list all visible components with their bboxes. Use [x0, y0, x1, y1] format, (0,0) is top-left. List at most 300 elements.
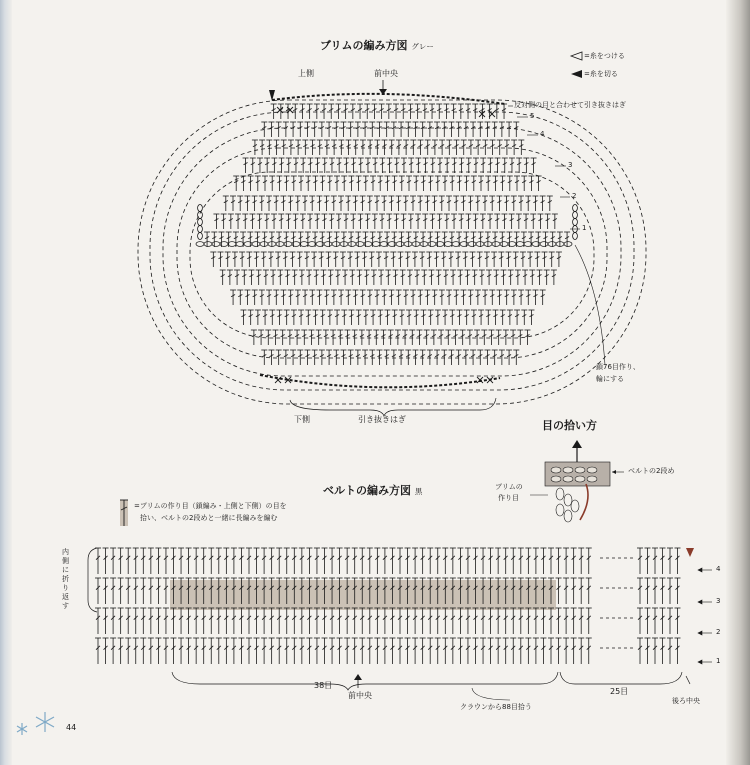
brim-stitch [244, 290, 250, 305]
brim-stitch [371, 104, 377, 119]
belt-stitch [186, 548, 192, 574]
brim-stitch [406, 176, 412, 191]
brim-stitch [299, 104, 305, 119]
brim-stitch [330, 330, 336, 345]
brim-stitch [312, 232, 318, 247]
brim-stitch [292, 104, 298, 119]
brim-stitch [506, 232, 512, 247]
belt-stitch [660, 608, 666, 634]
brim-stitch [536, 270, 542, 285]
brim-stitch [307, 158, 313, 173]
brim-stitch [403, 196, 409, 211]
belt-stitch [216, 638, 222, 664]
brim-stitch [235, 214, 241, 229]
brim-stitch [420, 310, 426, 325]
belt-note-line1: =ブリムの作り目（鎖編み・上側と下側）の目を [134, 502, 287, 510]
brim-stitch [545, 214, 551, 229]
brim-stitch [240, 176, 246, 191]
brim-stitch [266, 290, 272, 305]
belt-stitch [208, 548, 214, 574]
brim-stitch [324, 196, 330, 211]
brim-stitch [465, 104, 471, 119]
belt-stitch [103, 578, 109, 604]
brim-stitch [269, 310, 275, 325]
brim-stitch [362, 122, 368, 137]
brim-stitch [327, 176, 333, 191]
brim-stitch [466, 158, 472, 173]
brim-stitch [422, 214, 428, 229]
brim-stitch [425, 140, 431, 155]
belt-stitch [563, 578, 569, 604]
brim-stitch [333, 122, 339, 137]
brim-stitch [394, 158, 400, 173]
brim-stitch [230, 196, 236, 211]
brim-stitch [504, 140, 510, 155]
brim-stitch [365, 158, 371, 173]
brim-stitch [534, 252, 540, 267]
brim-stitch [473, 158, 479, 173]
belt-stitch [344, 638, 350, 664]
belt-stitch [488, 638, 494, 664]
brim-stitch [302, 290, 308, 305]
chain-stitch [548, 242, 556, 247]
brim-stitch [271, 214, 277, 229]
belt-stitch [178, 548, 184, 574]
brim-stitch [446, 290, 452, 305]
brim-stitch [408, 214, 414, 229]
brim-stitch [420, 176, 426, 191]
brim-stitch [455, 252, 461, 267]
brim-stitch [511, 290, 517, 305]
brim-bottom-side-label: 下側 [294, 415, 310, 424]
belt-stitch [480, 638, 486, 664]
belt-stitch [254, 638, 260, 664]
brim-stitch [516, 214, 522, 229]
brim-stitch [399, 310, 405, 325]
brim-stitch [442, 232, 448, 247]
brim-stitch [298, 310, 304, 325]
brim-stitch [239, 252, 245, 267]
brim-stitch [331, 196, 337, 211]
brim-stitch [395, 330, 401, 345]
brim-stitch [310, 140, 316, 155]
belt-color: 黒 [414, 487, 423, 496]
brim-stitch [506, 350, 512, 365]
brim-stitch [311, 252, 317, 267]
brim-stitch [475, 196, 481, 211]
belt-stitch [306, 548, 312, 574]
belt-stitch [571, 548, 577, 574]
brim-stitch [273, 290, 279, 305]
belt-stitch [652, 578, 658, 604]
pickup-illustration [530, 440, 624, 522]
yarn-strand [580, 484, 588, 520]
brim-stitch [298, 176, 304, 191]
brim-stitch [271, 158, 277, 173]
brim-stitch [314, 104, 320, 119]
brim-stitch [279, 158, 285, 173]
brim-stitch [450, 270, 456, 285]
brim-stitch [291, 176, 297, 191]
belt-fold-label: 内側に折り返す [62, 548, 69, 610]
brim-stitch [304, 350, 310, 365]
brim-stitch [522, 270, 528, 285]
brim-stitch [281, 140, 287, 155]
brim-stitch [507, 310, 513, 325]
brim-stitch [390, 252, 396, 267]
pickup-brim-foundation-label-2: 作り目 [498, 494, 519, 502]
brim-stitch [456, 310, 462, 325]
belt-stitch [238, 608, 244, 634]
brim-stitch [540, 196, 546, 211]
belt-stitch [238, 638, 244, 664]
belt-stitch [675, 548, 681, 574]
brim-stitch [405, 122, 411, 137]
belt-stitch [405, 548, 411, 574]
belt-stitch [314, 548, 320, 574]
brim-stitch [418, 140, 424, 155]
brim-stitch [290, 232, 296, 247]
belt-stitch [269, 608, 275, 634]
brim-stitch [272, 330, 278, 345]
belt-stitch [442, 548, 448, 574]
belt-stitch [645, 548, 651, 574]
brim-stitch [514, 176, 520, 191]
brim-stitch [341, 310, 347, 325]
chain-stitch [300, 242, 308, 247]
brim-stitch [357, 214, 363, 229]
belt-stitch [110, 608, 116, 634]
belt-stitch [329, 548, 335, 574]
brim-stitch [312, 122, 318, 137]
brim-stitch [276, 350, 282, 365]
brim-stitch [507, 176, 513, 191]
belt-stitch [344, 548, 350, 574]
belt-count-left: 38目 [314, 681, 333, 690]
brim-stitch [449, 310, 455, 325]
brim-stitch [402, 330, 408, 345]
brim-stitch [355, 122, 361, 137]
brim-stitch [305, 176, 311, 191]
brim-stitch [493, 270, 499, 285]
belt-stitch [140, 638, 146, 664]
brim-stitch [254, 252, 260, 267]
belt-stitch [457, 638, 463, 664]
belt-stitch [148, 548, 154, 574]
belt-stitch [193, 638, 199, 664]
brim-stitch [248, 270, 254, 285]
belt-stitch [284, 638, 290, 664]
brim-stitch [419, 252, 425, 267]
belt-stitch [540, 608, 546, 634]
brim-stitch [436, 270, 442, 285]
brim-stitch [537, 214, 543, 229]
slip-stitch-bracket [290, 398, 496, 416]
belt-stitch [435, 638, 441, 664]
belt-stitch [473, 638, 479, 664]
chain-stitch [252, 242, 260, 247]
brim-stitch [360, 196, 366, 211]
brim-stitch [401, 214, 407, 229]
brim-stitch [531, 158, 537, 173]
belt-count-right: 25目 [610, 687, 629, 696]
brim-stitch [489, 290, 495, 305]
brim-stitch [262, 176, 268, 191]
brim-stitch [262, 310, 268, 325]
brim-stitch [386, 104, 392, 119]
brim-stitch [326, 252, 332, 267]
brim-stitch [300, 158, 306, 173]
belt-stitch [465, 608, 471, 634]
brim-stitch [556, 252, 562, 267]
belt-stitch [291, 548, 297, 574]
brim-stitch [540, 290, 546, 305]
belt-count-bracket-left [172, 672, 558, 690]
single-crochet-mark [277, 107, 283, 113]
belt-stitch [397, 608, 403, 634]
belt-stitch [495, 548, 501, 574]
attach-yarn-icon [571, 52, 582, 60]
brim-stitch [306, 270, 312, 285]
belt-stitch [652, 608, 658, 634]
belt-stitch [155, 638, 161, 664]
brim-stitch [338, 196, 344, 211]
brim-stitch [478, 232, 484, 247]
belt-stitch [637, 548, 643, 574]
brim-stitch [363, 310, 369, 325]
brim-stitch [369, 122, 375, 137]
brim-stitch [284, 176, 290, 191]
brim-stitch [506, 252, 512, 267]
belt-row-number-1: 1 [716, 657, 721, 665]
brim-stitch [273, 196, 279, 211]
belt-stitch [667, 548, 673, 574]
belt-stitch [155, 608, 161, 634]
belt-stitch [208, 608, 214, 634]
belt-stitch [133, 638, 139, 664]
brim-stitch [276, 232, 282, 247]
brim-stitch [336, 158, 342, 173]
brim-stitch [241, 270, 247, 285]
belt-stitch [465, 548, 471, 574]
brim-stitch [416, 330, 422, 345]
belt-stitch [571, 608, 577, 634]
brim-stitch [501, 104, 507, 119]
brim-stitch [363, 176, 369, 191]
single-crochet-mark [477, 377, 483, 383]
brim-stitch [396, 290, 402, 305]
brim-stitch [434, 232, 440, 247]
belt-row-number-4: 4 [716, 565, 721, 573]
brim-stitch [412, 252, 418, 267]
chain-stitch [428, 242, 436, 247]
brim-stitch [510, 330, 516, 345]
belt-stitch [155, 578, 161, 604]
belt-stitch [291, 638, 297, 664]
brim-stitch [343, 214, 349, 229]
brim-stitch [275, 252, 281, 267]
chain-stitch [356, 242, 364, 247]
brim-stitch [379, 104, 385, 119]
brim-stitch [348, 350, 354, 365]
belt-stitch [148, 608, 154, 634]
brim-stitch [352, 290, 358, 305]
chain-stitch [540, 242, 548, 247]
belt-stitch [578, 638, 584, 664]
brim-stitch [370, 176, 376, 191]
brim-row-number-5: 5 [530, 112, 535, 120]
brim-stitch [326, 350, 332, 365]
brim-stitch [442, 310, 448, 325]
belt-stitch [284, 548, 290, 574]
belt-stitch [118, 578, 124, 604]
brim-stitch [301, 330, 307, 345]
brim-stitch [405, 252, 411, 267]
brim-stitch [377, 176, 383, 191]
brim-stitch [406, 310, 412, 325]
brim-stitch [384, 232, 390, 247]
belt-stitch [450, 608, 456, 634]
brim-stitch [516, 158, 522, 173]
brim-stitch [351, 158, 357, 173]
belt-row-arrow-icon [698, 568, 712, 572]
brim-stitch [265, 330, 271, 345]
chain-stitch [204, 242, 212, 247]
belt-stitch [171, 548, 177, 574]
belt-stitch [503, 548, 509, 574]
brim-stitch [482, 196, 488, 211]
brim-stitch [477, 350, 483, 365]
belt-stitch [465, 638, 471, 664]
belt-stitch [533, 548, 539, 574]
belt-row-arrow-icon [698, 660, 712, 664]
belt-stitch [525, 638, 531, 664]
brim-stitch [294, 330, 300, 345]
belt-stitch [473, 548, 479, 574]
belt-stitch [488, 548, 494, 574]
belt-stitch [140, 608, 146, 634]
brim-stitch [324, 140, 330, 155]
brim-stitch [398, 122, 404, 137]
brim-stitch [388, 330, 394, 345]
brim-stitch [319, 122, 325, 137]
brim-stitch [514, 232, 520, 247]
belt-stitch [675, 638, 681, 664]
belt-stitch [216, 548, 222, 574]
belt-row-number-2: 2 [716, 628, 721, 636]
brim-stitch [396, 196, 402, 211]
belt-stitch [533, 638, 539, 664]
brim-stitch [461, 140, 467, 155]
brim-stitch [509, 214, 515, 229]
brim-stitch [503, 330, 509, 345]
belt-stitch [495, 638, 501, 664]
brim-stitch [284, 310, 290, 325]
belt-stitch [322, 548, 328, 574]
belt-stitch [518, 608, 524, 634]
brim-stitch [470, 350, 476, 365]
brim-stitch [460, 330, 466, 345]
brim-stitch [340, 350, 346, 365]
brim-stitch [429, 104, 435, 119]
brim-stitch [454, 140, 460, 155]
brim-stitch [362, 350, 368, 365]
brim-stitch [380, 330, 386, 345]
brim-stitch [464, 176, 470, 191]
brim-stitch [464, 270, 470, 285]
belt-stitch [306, 638, 312, 664]
brim-stitch [388, 196, 394, 211]
brim-stitch [468, 196, 474, 211]
chain-stitch [228, 242, 236, 247]
chain-stitch [198, 233, 203, 240]
brim-stitch [383, 252, 389, 267]
brim-stitch [295, 196, 301, 211]
brim-stitch [478, 310, 484, 325]
brim-stitch [312, 176, 318, 191]
belt-stitch [140, 548, 146, 574]
belt-stitch [457, 548, 463, 574]
brim-stitch [367, 196, 373, 211]
brim-stitch [252, 196, 258, 211]
brim-stitch [451, 158, 457, 173]
belt-stitch [246, 548, 252, 574]
brim-stitch [501, 214, 507, 229]
brim-stitch [321, 214, 327, 229]
belt-row-number-3: 3 [716, 597, 721, 605]
brim-stitch [464, 310, 470, 325]
brim-stitch [472, 104, 478, 119]
brim-stitch [316, 290, 322, 305]
belt-stitch [645, 578, 651, 604]
belt-stitch [389, 548, 395, 574]
brim-stitch [367, 290, 373, 305]
brim-stitch [520, 252, 526, 267]
brim-stitch [329, 214, 335, 229]
belt-stitch [667, 608, 673, 634]
belt-stitch [269, 548, 275, 574]
brim-stitch [434, 122, 440, 137]
brim-stitch [422, 104, 428, 119]
brim-stitch-rows [204, 104, 573, 365]
belt-note-line2: 拾い、ベルトの2段めと一緒に長編みを編む [140, 514, 278, 522]
brim-stitch [259, 196, 265, 211]
belt-stitch [637, 608, 643, 634]
belt-stitch [231, 608, 237, 634]
belt-stitch [223, 608, 229, 634]
belt-stitch [427, 548, 433, 574]
brim-stitch [415, 158, 421, 173]
belt-stitch [261, 548, 267, 574]
belt-stitch [103, 608, 109, 634]
brim-stitch [370, 310, 376, 325]
brim-stitch [435, 310, 441, 325]
belt-stitch [675, 578, 681, 604]
brim-stitch [392, 310, 398, 325]
brim-stitch [259, 290, 265, 305]
brim-stitch [295, 140, 301, 155]
brim-stitch [341, 232, 347, 247]
brim-stitch [480, 158, 486, 173]
brim-stitch [420, 122, 426, 137]
belt-stitch [405, 638, 411, 664]
belt-stitch [412, 548, 418, 574]
brim-stitch [248, 310, 254, 325]
brim-stitch [384, 350, 390, 365]
brim-stitch [326, 122, 332, 137]
brim-stitch [234, 270, 240, 285]
brim-stitch [430, 158, 436, 173]
